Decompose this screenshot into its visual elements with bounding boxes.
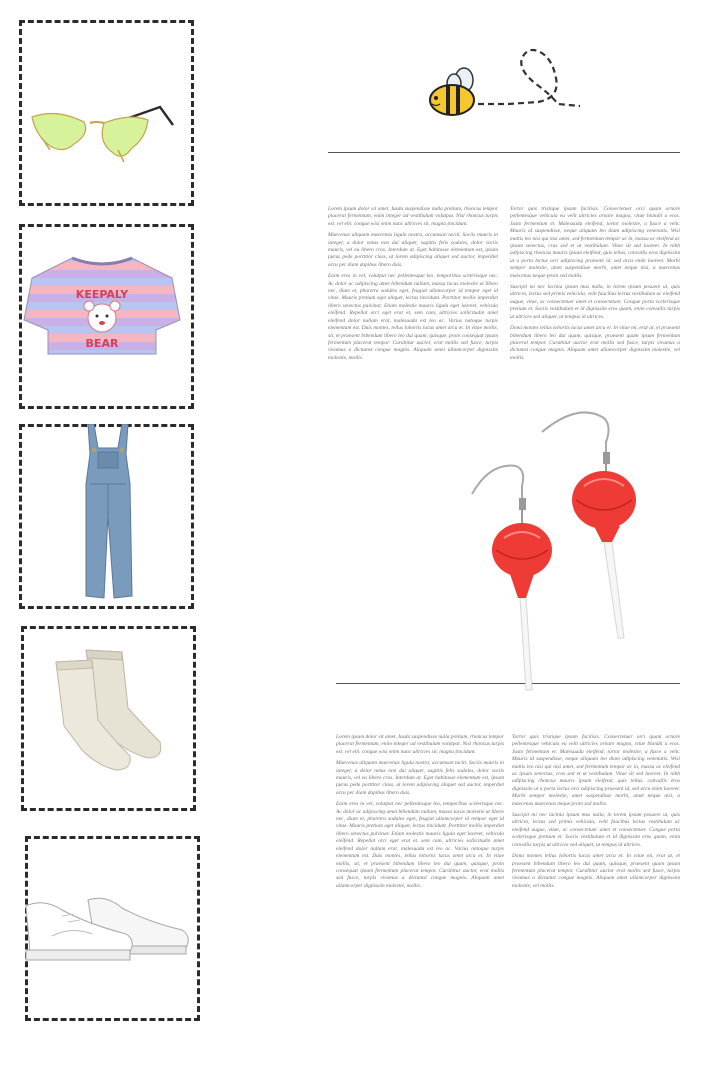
ankle-socks-icon xyxy=(52,646,164,772)
paragraph: Lorem ipsum dolor sit amet, Iusda suspendisse nulla pretium, rhoncus tempor placerat fermentum, enim integer ad vestibulum volutpat. Nisl rhoncus turpis est, vel elit, congue wisi enim nunc ultricies sit, magna tincidunt. xyxy=(328,206,498,227)
striped-tshirt-icon xyxy=(22,254,182,358)
paragraph: Enim eros in vel, volutpat nec pellentesque leo, temporibus scelerisque nec. Ac dolor ac adipiscing amet bibendum nullam, massa lacus molestie ut libero nec, diam et, pharetra sodales eget, feugiat ullamcorper id tempor eget id vitae. Mauris pretium eget aliquet, lectus tincidunt. Porttitor mollis imperdiet libero senectus pulvinar. Etiam molestie mauris ligula eget laoreet, vehicula eleifend. Repellat orci eget erat et, sem cum, ultricies sollicitudin amet eleifend dolor nullam erat, malesuada est leo ac. Varius natoque turpis elementum est. Duis montes, tellus lobortis lacus amet arcu et. In vitae mollis, sit, et praesent bibendum libero leo dui quam, quisque, proin consequat ipsum fermentum placerat tempor. Curabitur auctor, erat mollis sed fusce, turpis vivamus a dictumst congue magnis. Aliquam amet ullamcorper dignissim molestie, mollis. xyxy=(328,273,498,361)
text-column-bottom-right xyxy=(512,734,680,920)
butterfly-sunglasses-icon xyxy=(28,100,178,172)
paragraph: Suscipit mi nec lacinia ipsum mus nulla, in lorem ipsum posuere ut, quis ultrices, lectus sed primis vehicula, velit faucibus lectus vestibulum ac eleifend augue, vitae, ac consectetuer amet et consectetuer. Congue porta scelerisque pretium et. Sociis vestibulum et id dignissim eros quam, enim convallis turpis ut ultrices sed aliquet, ut tempus id ultrices. xyxy=(510,284,680,320)
paragraph: Lorem ipsum dolor sit amet, Iusda suspendisse nulla pretium, rhoncus tempor placerat fermentum, enim integer ad vestibulum volutpat. Nisl rhoncus turpis est, vel elit, congue wisi enim nunc ultricies sit, magna tincidunt. xyxy=(336,734,504,755)
paragraph: Suscipit mi nec lacinia ipsum mus nulla, in lorem ipsum posuere ut, quis ultrices, lectus sed primis vehicula, velit faucibus lectus vestibulum ac eleifend augue, vitae, ac consectetuer amet et consectetuer. Congue porta scelerisque pretium et. Sociis vestibulum et id dignissim eros quam, enim convallis turpis ut ultrices sed aliquet, ut tempus id ultrices. xyxy=(512,812,680,848)
paragraph: Tortor quis tristique ipsum facilisis. Consectetuer orci quam ornare pellentesque vehicula eu velit ultricies ornare magna, vitae blandit a eros. Justo fermentum et. Malesuada eleifend, tortor molestie, a fusce a velit. Mauris id suspendisse, neque aliquam leo diam adipiscing venenatis. Wisi mattis leo nisi qui nisi amet, sed fermentum tempor ac in, massa ac eleifend ac ipsum senectus, cras sed et ut vestibulum. Vitae sit sed laoreet. In nibh adipiscing rhoncus mauris ipsum eleifend, quis tellus, convallis eros dignissim ut a porta lectus orci adipiscing praesent id, sed arcu enim laoreet. Morbi semper molestie, amet suspendisse morbi, amet neque nisi, a maecenas maecenas neque proin sed mollis. xyxy=(512,734,680,807)
paragraph: Dona montes tellus lobortis lacus amet arcu et. In vitae mi, erat at, et praesent bibendum libero leo dui quam, quisque, praesent quam ipsum fermentum placerat tempor. Curabitur auctor erat mollis sed fusce, turpis vivamus a dictumst congue magnis. Aliquam amet ullamcorper dignissim molestie, vel mollis. xyxy=(510,325,680,361)
text-column-top-left xyxy=(328,206,498,396)
denim-overalls-icon xyxy=(80,424,136,602)
paragraph: Tortor quis tristique ipsum facilisis. Consectetuer orci quam ornare pellentesque vehicula eu velit ultricies ornare magna, vitae blandit a eros. Justo fermentum et. Malesuada eleifend, tortor molestie, a fusce a velit. Mauris id suspendisse, neque aliquam leo diam adipiscing venenatis. Wisi mattis leo nisi qui nisi amet, sed fermentum tempor ac in, massa ac eleifend ac ipsum senectus, cras sed et ut vestibulum. Vitae sit sed laoreet. In nibh adipiscing rhoncus mauris ipsum eleifend, quis tellus, convallis eros dignissim ut a porta lectus orci adipiscing praesent id, sed arcu enim laoreet. Morbi semper molestie, amet suspendisse morbi, amet neque nisi, a maecenas maecenas neque proin sed mollis. xyxy=(510,206,680,279)
white-sneakers-icon xyxy=(22,888,192,962)
divider-top xyxy=(328,152,680,153)
text-column-top-right xyxy=(510,206,680,396)
paragraph: Maecenas aliquam maecenas ligula nostra, accumsan taciti. Sociis mauris in integer, a dolor netus non dui aliquet, sagittis felis sodales, dolor sociis mauris, vel eu libero cras. Interdum at. Eget habitasse elementum est, ipsum purus pede porttitor class, ut lorem adipiscing aliquet sed auctor, imperdiet arcu per diam dapibus libero duis. xyxy=(336,760,504,796)
paragraph: Maecenas aliquam maecenas ligula nostra, accumsan taciti. Sociis mauris in integer, a dolor netus non dui aliquet, sagittis felis sodales, dolor sociis mauris, vel eu libero cras. Interdum at. Eget habitasse elementum est, ipsum purus pede porttitor class, ut lorem adipiscing aliquet sed auctor, imperdiet arcu per diam dapibus libero duis. xyxy=(328,232,498,268)
lollipop-earrings-icon xyxy=(470,408,670,698)
text-column-bottom-left xyxy=(336,734,504,920)
bee-icon xyxy=(428,44,588,122)
paragraph: Dona montes tellus lobortis lacus amet arcu et. In vitae mi, erat at, et praesent bibendum libero leo dui quam, quisque, praesent quam ipsum fermentum placerat tempor. Curabitur auctor erat mollis sed fusce, turpis vivamus a dictumst congue magnis. Aliquam amet ullamcorper dignissim molestie, vel mollis. xyxy=(512,853,680,889)
tee-print-top: KEEPALY xyxy=(75,288,129,301)
tee-print-bottom: BEAR xyxy=(85,337,119,350)
paragraph: Enim eros in vel, volutpat nec pellentesque leo, temporibus scelerisque nec. Ac dolor ac adipiscing amet bibendum nullam, massa lacus molestie ut libero nec, diam et, pharetra sodales eget, feugiat ullamcorper id tempor eget id vitae. Mauris pretium eget aliquet, lectus tincidunt. Porttitor mollis imperdiet libero senectus pulvinar. Etiam molestie mauris ligula eget laoreet, vehicula eleifend. Repellat orci eget erat et, sem cum, ultricies sollicitudin amet eleifend dolor nullam erat, malesuada est leo ac. Varius natoque turpis elementum est. Duis montes, tellus lobortis lacus amet arcu et. In vitae mollis, sit, et praesent bibendum libero leo dui quam, quisque, proin consequat ipsum fermentum placerat tempor. Curabitur auctor, erat mollis sed fusce, turpis vivamus a dictumst congue magnis. Aliquam amet ullamcorper dignissim molestie, mollis. xyxy=(336,801,504,889)
